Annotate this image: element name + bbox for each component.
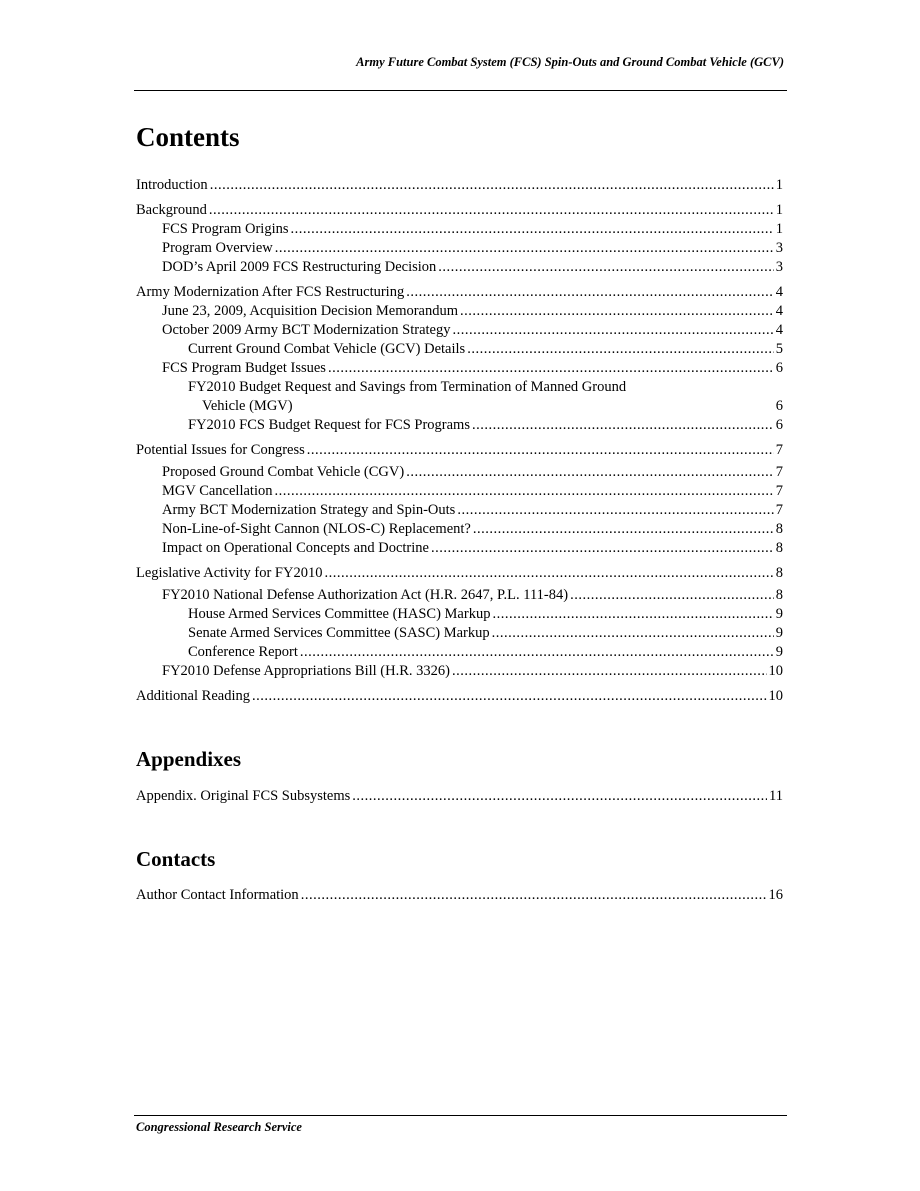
toc-page: 3 (775, 259, 783, 275)
toc-label: Army BCT Modernization Strategy and Spin-Outs (162, 502, 456, 518)
toc-page: 9 (775, 606, 783, 622)
toc-entry-hasc-markup[interactable] (136, 605, 783, 624)
toc-entry-acquisition-memo[interactable] (136, 302, 783, 321)
toc-entry-conference-report[interactable] (136, 643, 783, 662)
toc-page: 11 (769, 788, 783, 804)
toc-label: FY2010 Defense Appropriations Bill (H.R. 3326) (162, 663, 450, 679)
toc-entry-budget-issues[interactable] (136, 359, 783, 378)
toc-page: 6 (775, 360, 783, 376)
toc-label-continued: Vehicle (MGV) (202, 398, 293, 414)
toc-label: FY2010 FCS Budget Request for FCS Programs (188, 417, 470, 433)
toc-entry-bct-modernization-strategy[interactable] (136, 321, 783, 340)
toc-entry-sasc-markup[interactable] (136, 624, 783, 643)
toc-page: 8 (775, 565, 783, 581)
toc-page: 1 (775, 202, 783, 218)
toc-entry-operational-concepts[interactable] (136, 539, 783, 558)
toc-label: Program Overview (162, 240, 273, 256)
toc-entry-appropriations-bill[interactable] (136, 662, 783, 681)
contents-title: Contents (136, 122, 240, 152)
toc-page: 6 (775, 417, 783, 433)
toc-entry-additional-reading[interactable] (136, 687, 783, 706)
toc-entry-fcs-program-origins[interactable] (136, 220, 783, 239)
toc-entry-mgv-cancellation[interactable] (136, 482, 783, 501)
toc-page: 7 (775, 483, 783, 499)
toc-label: Author Contact Information (136, 887, 299, 903)
toc-label: October 2009 Army BCT Modernization Strategy (162, 322, 451, 338)
toc-page: 8 (775, 587, 783, 603)
toc-entry-introduction[interactable] (136, 176, 783, 195)
toc-label: Impact on Operational Concepts and Doctrine (162, 540, 429, 556)
toc-page: 5 (775, 341, 783, 357)
toc-entry-appendix-subsystems[interactable] (136, 787, 783, 806)
contacts-list (136, 886, 783, 905)
toc-label: June 23, 2009, Acquisition Decision Memorandum (162, 303, 459, 319)
toc-page: 4 (775, 284, 783, 300)
toc-page: 6 (775, 398, 783, 414)
appendixes-title: Appendixes (136, 747, 242, 771)
contents-list (136, 176, 783, 706)
toc-label: Conference Report (188, 644, 298, 660)
toc-label: Background (136, 202, 207, 218)
toc-label: DOD’s April 2009 FCS Restructuring Decision (162, 259, 437, 275)
footer-text: Congressional Research Service (136, 1120, 302, 1134)
toc-page: 7 (775, 442, 783, 458)
toc-entry-dod-restructuring-decision[interactable] (136, 258, 783, 277)
toc-label: Current Ground Combat Vehicle (GCV) Details (188, 341, 466, 357)
footer-rule (134, 1115, 787, 1116)
toc-page: 1 (775, 177, 783, 193)
toc-entry-fy2010-fcs-budget[interactable] (136, 416, 783, 435)
toc-page: 10 (768, 688, 783, 704)
toc-entry-army-modernization[interactable] (136, 283, 783, 302)
toc-page: 4 (775, 322, 783, 338)
toc-entry-legislative-activity[interactable] (136, 564, 783, 583)
toc-label: Senate Armed Services Committee (SASC) Markup (188, 625, 490, 641)
toc-entry-potential-issues[interactable] (136, 441, 783, 460)
toc-entry-gcv-details[interactable] (136, 340, 783, 359)
header-rule (134, 90, 787, 91)
toc-label: Non-Line-of-Sight Cannon (NLOS-C) Replacement? (162, 521, 471, 537)
toc-entry-proposed-gcv[interactable] (136, 463, 783, 482)
toc-page: 7 (775, 464, 783, 480)
toc-label: Potential Issues for Congress (136, 442, 305, 458)
toc-label: FCS Program Budget Issues (162, 360, 326, 376)
toc-label: Legislative Activity for FY2010 (136, 565, 323, 581)
toc-label: Additional Reading (136, 688, 250, 704)
contacts-title: Contacts (136, 847, 216, 871)
toc-page: 9 (775, 625, 783, 641)
toc-label: Army Modernization After FCS Restructuring (136, 284, 405, 300)
toc-label: Appendix. Original FCS Subsystems (136, 788, 351, 804)
toc-entry-program-overview[interactable] (136, 239, 783, 258)
toc-page: 4 (775, 303, 783, 319)
running-header: Army Future Combat System (FCS) Spin-Outs and Ground Combat Vehicle (GCV) (356, 55, 784, 69)
toc-label: FY2010 National Defense Authorization Act (H.R. 2647, P.L. 111-84) (162, 587, 569, 603)
toc-page: 10 (768, 663, 783, 679)
toc-page: 8 (775, 540, 783, 556)
appendixes-list (136, 787, 783, 806)
toc-entry-bct-spin-outs[interactable] (136, 501, 783, 520)
toc-page: 9 (775, 644, 783, 660)
toc-entry-background[interactable] (136, 201, 783, 220)
toc-page: 3 (775, 240, 783, 256)
toc-page: 16 (768, 887, 783, 903)
toc-label: FCS Program Origins (162, 221, 289, 237)
toc-entry-fy2010-budget-savings[interactable] (136, 378, 783, 416)
toc-entry-author-contact[interactable] (136, 886, 783, 905)
toc-page: 8 (775, 521, 783, 537)
toc-label: Proposed Ground Combat Vehicle (CGV) (162, 464, 405, 480)
toc-label: House Armed Services Committee (HASC) Markup (188, 606, 491, 622)
toc-entry-ndaa[interactable] (136, 586, 783, 605)
toc-page: 1 (775, 221, 783, 237)
toc-label: FY2010 Budget Request and Savings from Termination of Manned Ground (188, 379, 627, 395)
toc-page: 7 (775, 502, 783, 518)
toc-label: Introduction (136, 177, 208, 193)
toc-entry-nlos-c-replacement[interactable] (136, 520, 783, 539)
toc-label: MGV Cancellation (162, 483, 273, 499)
